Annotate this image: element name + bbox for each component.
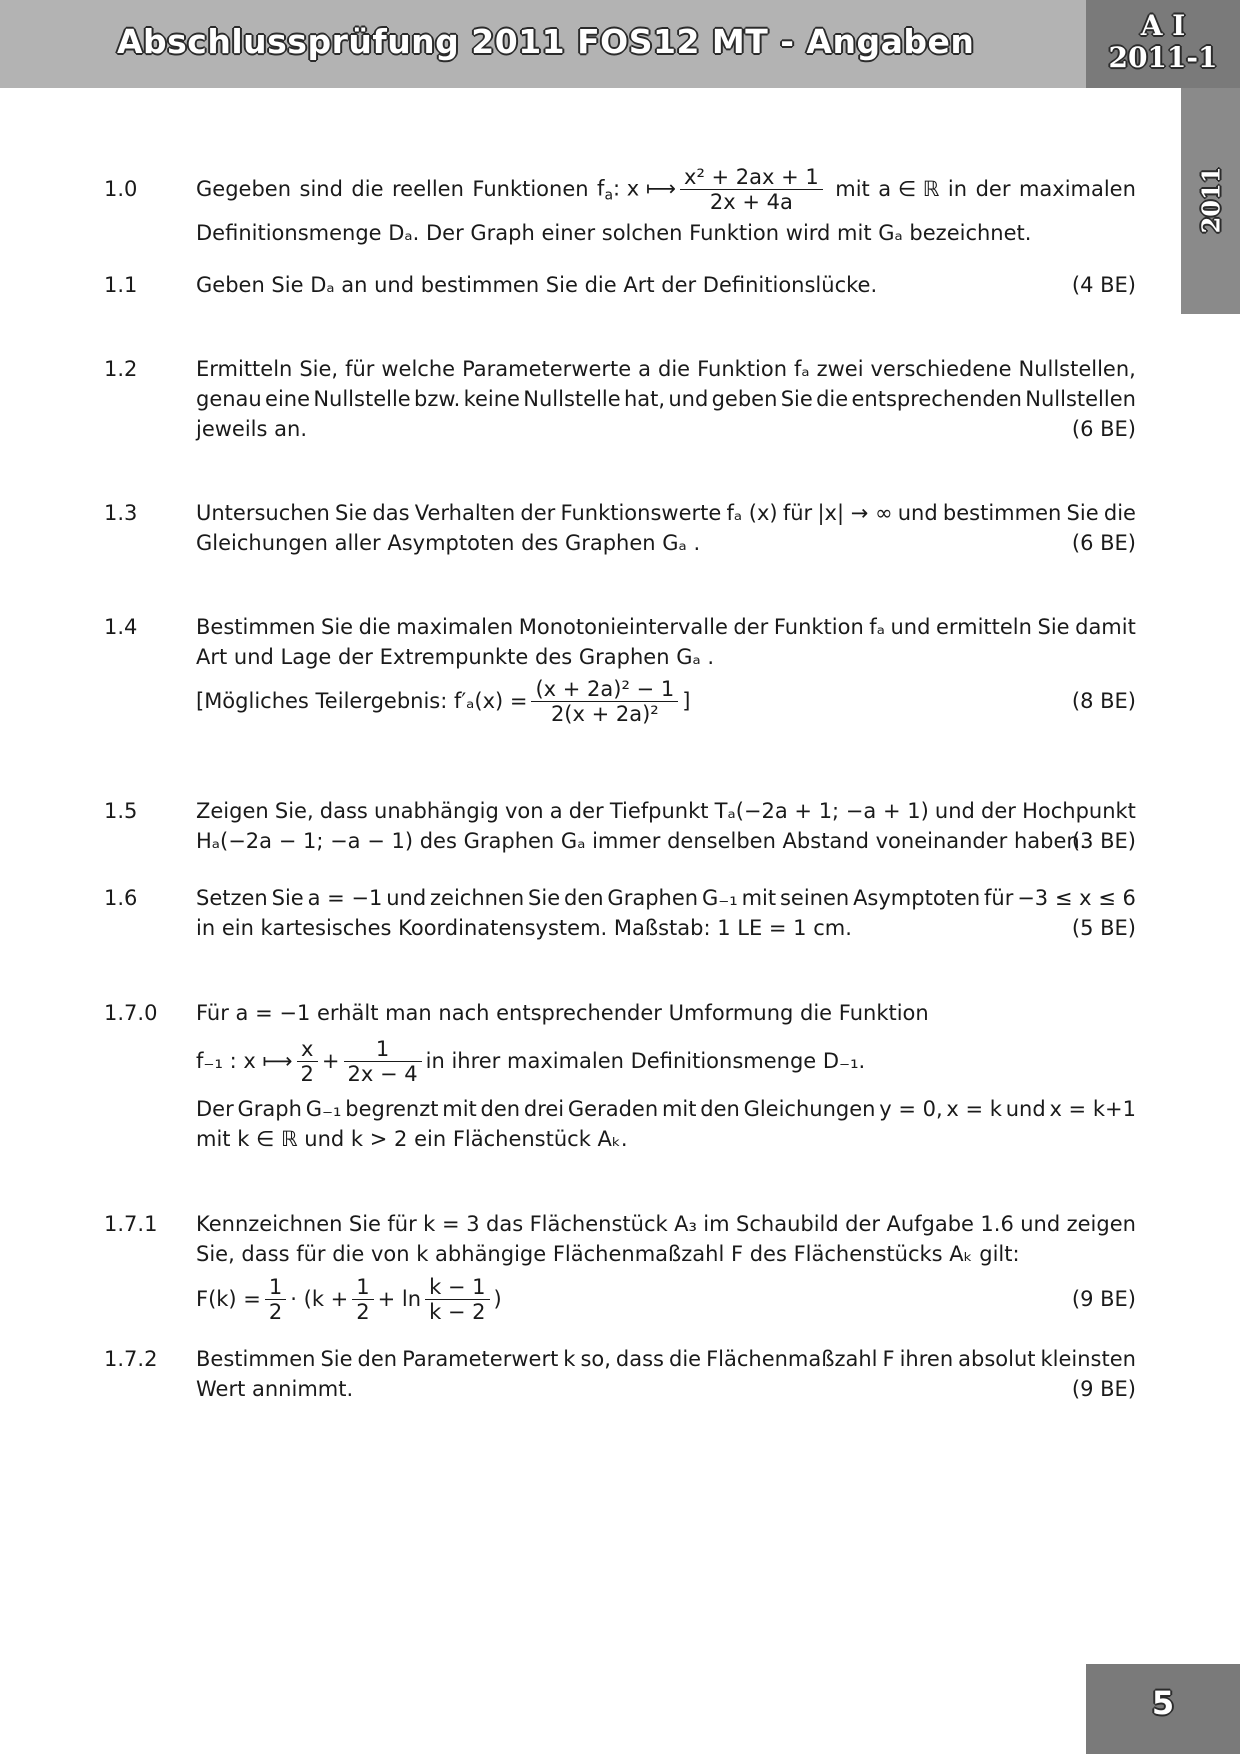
task-body: [196, 498, 1136, 558]
task-line: Definitionsmenge Dₐ. Der Graph einer solchen Funktion wird mit Gₐ bezeichnet.: [196, 221, 1032, 245]
task-line: Gleichungen aller Asymptoten des Graphen Gₐ . (6 BE): [196, 528, 1136, 558]
task-line: jeweils an. (6 BE): [196, 414, 1136, 444]
task-line: Geben Sie Dₐ an und bestimmen Sie die Art der Definitionslücke. (4 BE): [196, 270, 1136, 300]
side-year-tab: [1181, 88, 1240, 314]
task-number: 1.6: [104, 886, 138, 910]
task-body: [196, 1209, 1136, 1329]
task-body: [196, 354, 1136, 444]
points-label: (6 BE): [1071, 417, 1136, 441]
task-line: mit k ∈ ℝ und k > 2 ein Flächenstück Aₖ.: [196, 1127, 628, 1151]
points-label: (6 BE): [1071, 531, 1136, 555]
word: reellen: [391, 177, 464, 201]
task-number: 1.7.1: [104, 1212, 158, 1236]
word: Funktionen: [472, 177, 589, 201]
header-code-box: [1086, 0, 1240, 88]
task-line: Ermitteln Sie, für welche Parameterwerte a die Funktion fₐ zwei verschiedene Nullstellen,: [196, 357, 1136, 381]
word: a ∈ ℝ: [878, 177, 940, 201]
side-tab-label: 2011: [1196, 166, 1225, 234]
fraction: $\frac{x}{2}$: [297, 1037, 318, 1086]
word: der: [975, 177, 1011, 201]
fraction: $\frac{\text{(x + 2a)² − 1}}{\text{2(x + 2a)²}}$: [531, 677, 678, 726]
points-label: (4 BE): [1071, 273, 1136, 297]
task-number: 1.3: [104, 501, 138, 525]
task-line: Bestimmen Sie den Parameterwert k so, dass die Flächenmaßzahl F ihren absolut kleinsten: [196, 1347, 1136, 1371]
task-number: 1.2: [104, 357, 138, 381]
task-line: Art und Lage der Extrempunkte des Graphen Gₐ .: [196, 645, 715, 669]
task-body: [196, 1344, 1136, 1404]
task-line: in ein kartesisches Koordinatensystem. Maßstab: 1 LE = 1 cm. (5 BE): [196, 913, 1136, 943]
task-line: Bestimmen Sie die maximalen Monotonieintervalle der Funktion fₐ und ermitteln Sie damit: [196, 615, 1136, 639]
header-bar: [0, 0, 1086, 88]
task-body: [196, 270, 1136, 300]
task-line: Für a = −1 erhält man nach entsprechender Umformung die Funktion: [196, 1001, 929, 1025]
page-number: 5: [1151, 1684, 1175, 1722]
task-body: [196, 612, 1136, 730]
task-line: [196, 160, 1136, 218]
task-line: genau eine Nullstelle bzw. keine Nullstelle hat, und geben Sie die entsprechenden Nullstellen: [196, 387, 1136, 411]
function-definition: $f_a$: x ⟼ $\frac{\text{x² + 2ax + 1}}{2x + 4a}$: [597, 165, 827, 214]
fraction: $\frac{1}{2}$: [265, 1275, 286, 1324]
task-number: 1.7.0: [104, 1001, 158, 1025]
task-line: Untersuchen Sie das Verhalten der Funktionswerte fₐ (x) für |x| → ∞ und bestimmen Sie die: [196, 501, 1136, 525]
task-line: Hₐ(−2a − 1; −a − 1) des Graphen Gₐ immer denselben Abstand voneinander haben. (3 BE): [196, 826, 1136, 856]
task-body: [196, 796, 1136, 856]
fraction: $\frac{\text{x² + 2ax + 1}}{2x + 4a}$: [680, 165, 823, 214]
fraction: $\frac{k - 1}{k - 2}$: [425, 1275, 489, 1324]
task-line: Zeigen Sie, dass unabhängig von a der Tiefpunkt Tₐ(−2a + 1; −a + 1) und der Hochpunkt: [196, 799, 1136, 823]
task-number: 1.0: [104, 177, 138, 201]
word: mit: [835, 177, 870, 201]
task-line: Der Graph G₋₁ begrenzt mit den drei Geraden mit den Gleichungen y = 0, x = k und x = k+1: [196, 1097, 1136, 1121]
task-number: 1.1: [104, 273, 138, 297]
task-number: 1.7.2: [104, 1347, 158, 1371]
task-line: Wert annimmt. (9 BE): [196, 1374, 1136, 1404]
document-title: Abschlussprüfung 2011 FOS12 MT - Angaben: [117, 22, 975, 61]
word: in: [947, 177, 968, 201]
fraction: $\frac{1}{2x - 4}$: [344, 1037, 422, 1086]
word: die: [351, 177, 384, 201]
points-label: (8 BE): [1071, 689, 1136, 713]
word: maximalen: [1018, 177, 1136, 201]
task-body: [196, 883, 1136, 943]
header-code-line2: 2011-1: [1108, 41, 1218, 74]
word: sind: [299, 177, 343, 201]
points-label: (9 BE): [1071, 1287, 1136, 1311]
task-line: F(k) = $\frac{1}{2}$ · (k + $\frac{1}{2}$ + ln $\frac{k - 1}{k - 2}$ ) (9 BE): [196, 1274, 1136, 1324]
header-code-line1: A I: [1140, 9, 1186, 42]
fraction: $\frac{1}{2}$: [352, 1275, 373, 1324]
task-body: [196, 998, 1136, 1154]
points-label: (9 BE): [1071, 1377, 1136, 1401]
task-line: f₋₁ : x ⟼ $\frac{x}{2}$ + $\frac{1}{2x - 4}$ in ihrer maximalen Definitionsmenge D₋₁.: [196, 1036, 866, 1086]
task-line: [Mögliches Teilergebnis: f′ₐ(x) = $\frac{\text{(x + 2a)² − 1}}{\text{2(x + 2a)²}}$ ] (8 BE): [196, 676, 1136, 726]
points-label: (5 BE): [1071, 916, 1136, 940]
task-line: Kennzeichnen Sie für k = 3 das Flächenstück A₃ im Schaubild der Aufgabe 1.6 und zeigen: [196, 1212, 1136, 1236]
points-label: (3 BE): [1071, 829, 1136, 853]
page-number-box: [1086, 1664, 1240, 1754]
task-number: 1.4: [104, 615, 138, 639]
task-line: Sie, dass für die von k abhängige Flächenmaßzahl F des Flächenstücks Aₖ gilt:: [196, 1242, 1020, 1266]
task-line: Setzen Sie a = −1 und zeichnen Sie den Graphen G₋₁ mit seinen Asymptoten für −3 ≤ x ≤ 6: [196, 886, 1136, 910]
word: Gegeben: [196, 177, 292, 201]
task-number: 1.5: [104, 799, 138, 823]
task-body: [196, 160, 1136, 248]
